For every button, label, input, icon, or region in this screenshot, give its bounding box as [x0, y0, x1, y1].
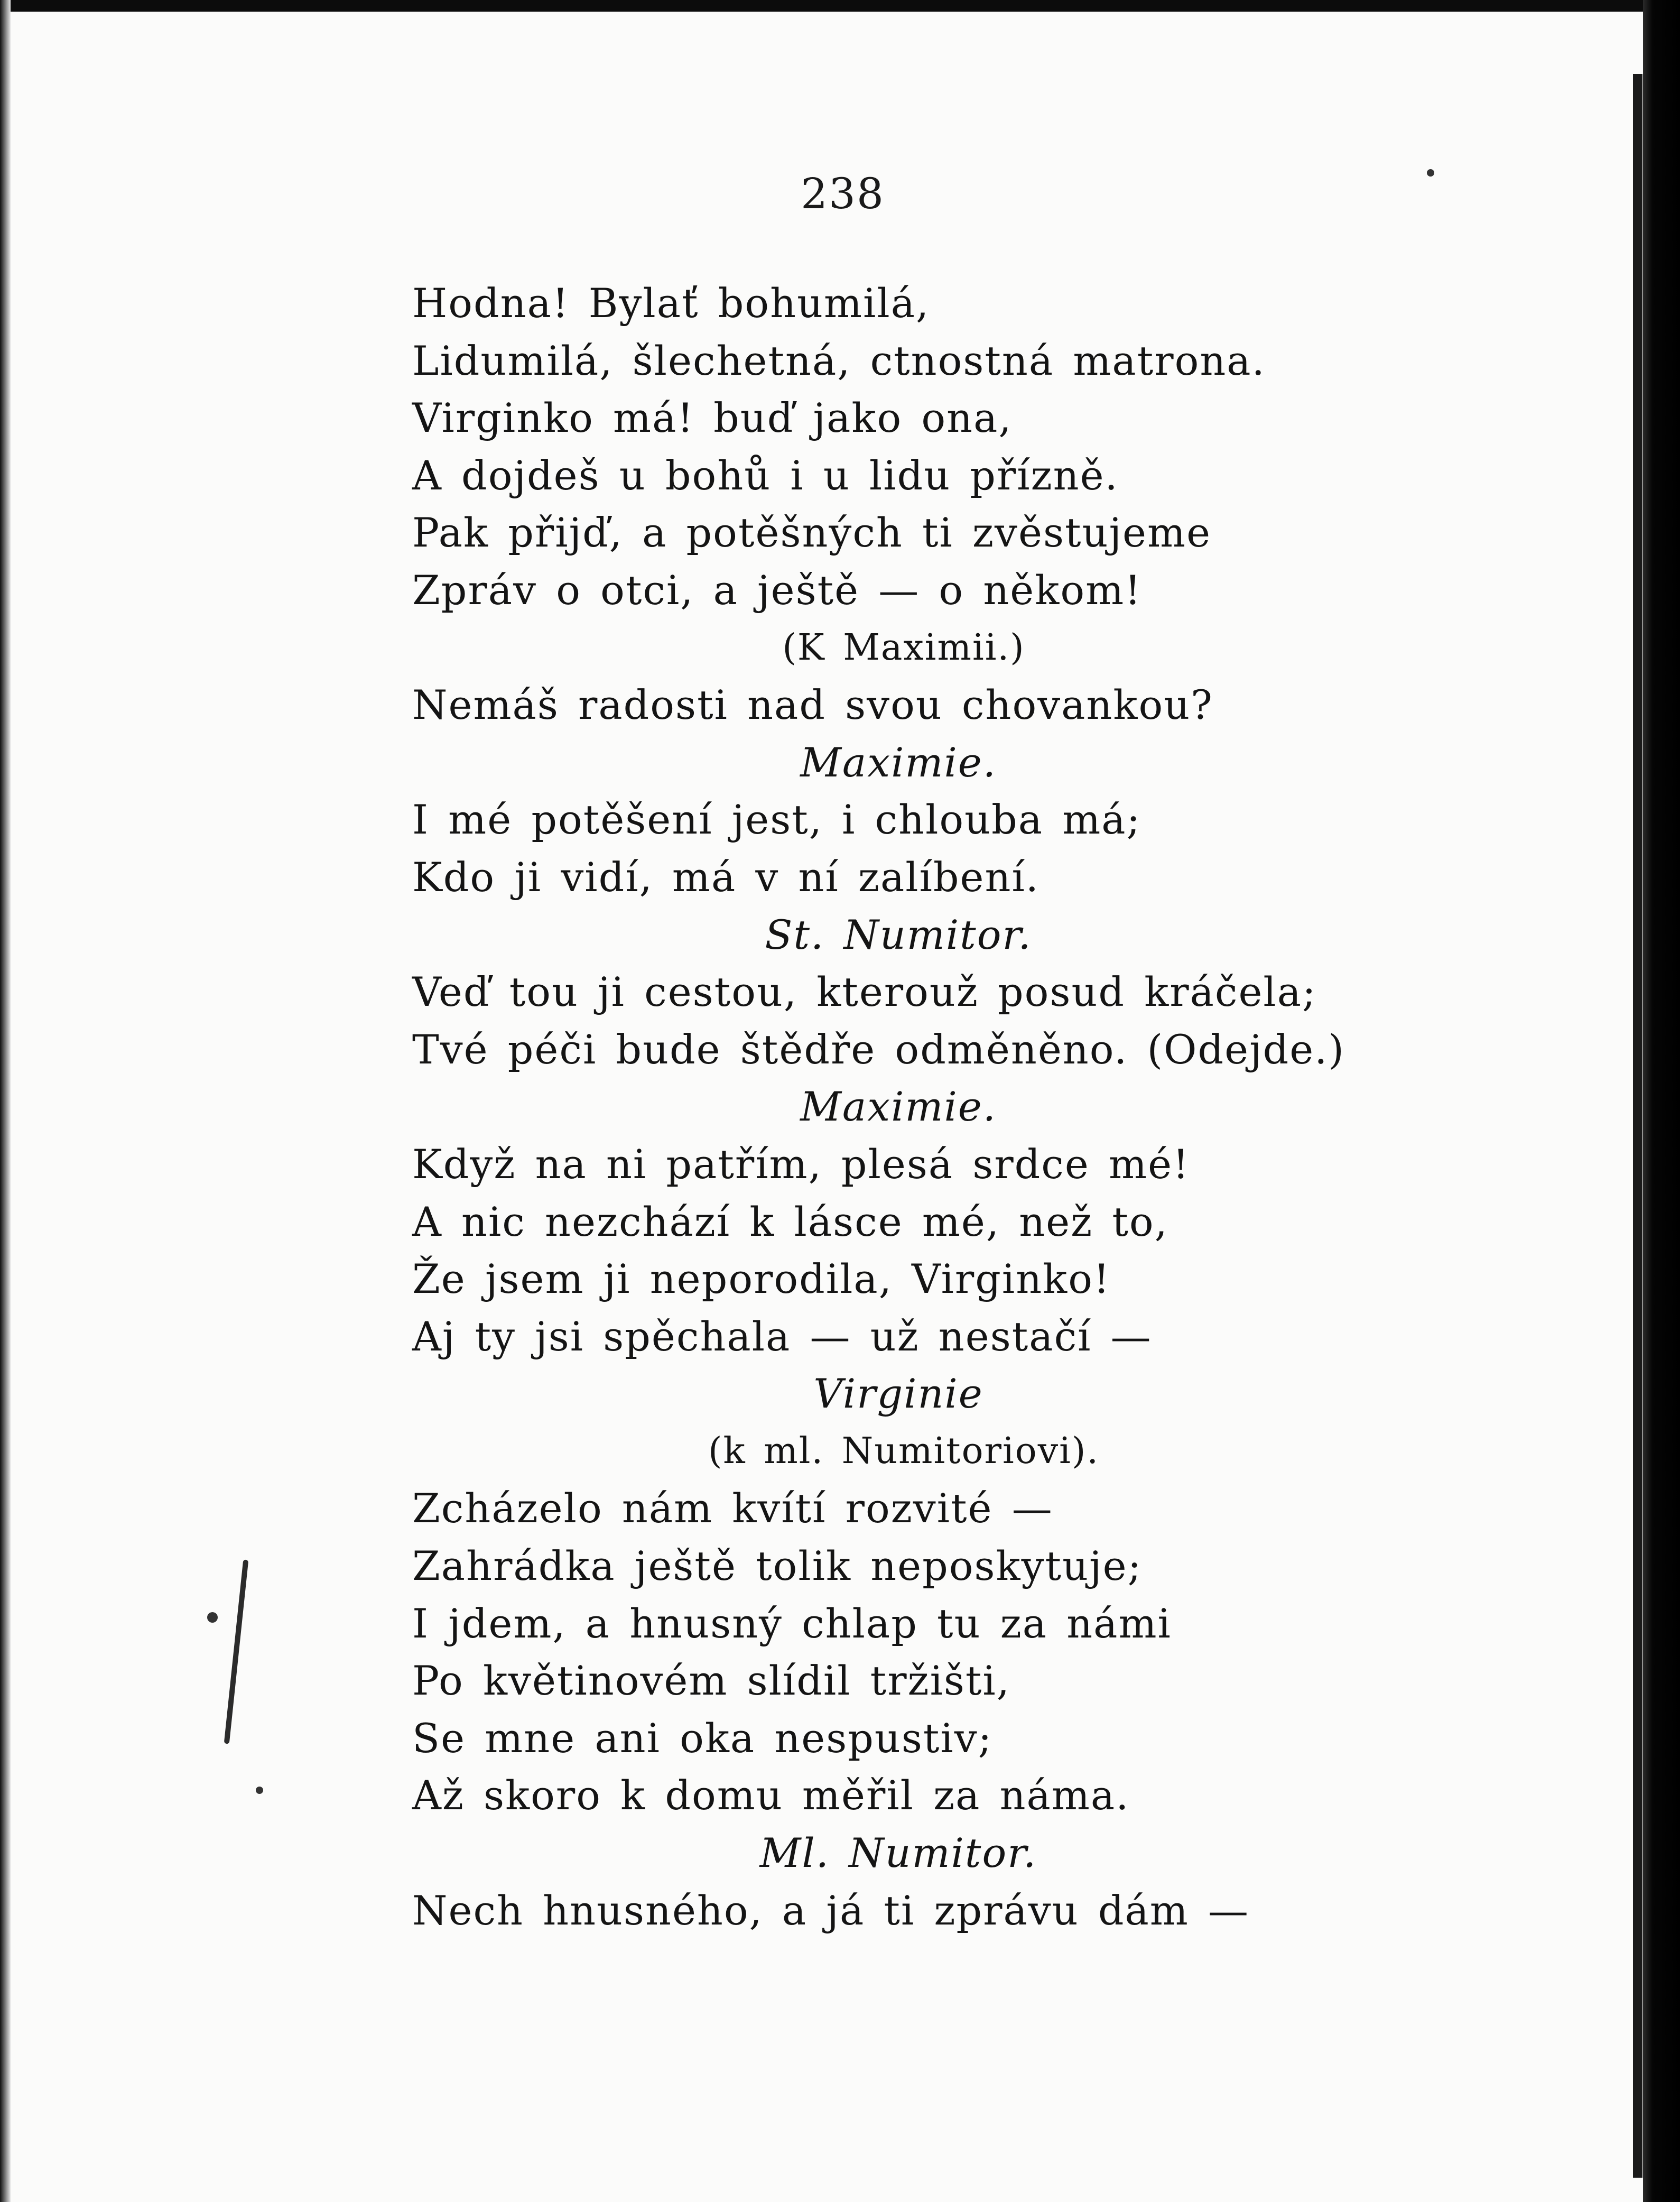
speaker-name: St. Numitor.	[765, 911, 1032, 958]
verse-line: Až skoro k domu měřil za náma.	[412, 1772, 1130, 1819]
verse-line: Virginko má! buď jako ona,	[412, 394, 1013, 442]
speaker-name: Ml. Numitor.	[759, 1829, 1037, 1877]
verse-line: Zpráv o otci, a ještě — o někom!	[412, 566, 1142, 614]
verse-line: Lidumilá, šlechetná, ctnostná matrona.	[412, 337, 1266, 384]
verse-line: Když na ni patřím, plesá srdce mé!	[412, 1140, 1190, 1188]
verse-text-block	[412, 275, 1416, 1939]
verse-line: Tvé péči bude štědře odměněno. (Odejde.)	[412, 1025, 1345, 1073]
scan-edge-left	[0, 0, 11, 2202]
verse-line: Aj ty jsi spěchala — už nestačí —	[412, 1312, 1152, 1360]
verse-line: Pak přijď, a potěšných ti zvěstujeme	[412, 509, 1212, 557]
verse-line: Zahrádka ještě tolik neposkytuje;	[412, 1542, 1143, 1590]
speaker-name: Maximie.	[800, 1083, 997, 1131]
verse-line: Zcházelo nám kvítí rozvité —	[412, 1485, 1053, 1532]
page-gutter-shadow	[1633, 74, 1642, 2178]
margin-dot	[256, 1787, 263, 1794]
speaker-name: Virginie	[813, 1370, 983, 1418]
verse-line: Kdo ji vidí, má v ní zalíbení.	[412, 853, 1039, 901]
verse-line: Nech hnusného, a já ti zprávu dám —	[412, 1886, 1249, 1934]
verse-line: I jdem, a hnusný chlap tu za námi	[412, 1599, 1172, 1647]
verse-line: I mé potěšení jest, i chlouba má;	[412, 796, 1141, 844]
pencil-margin-mark	[224, 1559, 249, 1744]
verse-line: Hodna! Bylať bohumilá,	[412, 280, 930, 327]
stage-direction: (K Maximii.)	[782, 626, 1025, 669]
stage-direction: (k ml. Numitoriovi).	[708, 1430, 1100, 1472]
scan-edge-right	[1643, 0, 1680, 2202]
verse-line: A nic nezchází k lásce mé, než to,	[412, 1198, 1168, 1245]
verse-line: Se mne ani oka nespustiv;	[412, 1714, 993, 1762]
verse-line: Nemáš radosti nad svou chovankou?	[412, 681, 1213, 729]
speaker-name: Maximie.	[800, 738, 997, 786]
verse-line: Po květinovém slídil tržišti,	[412, 1657, 1010, 1705]
page-number: 238	[801, 169, 885, 218]
verse-line: Že jsem ji neporodila, Virginko!	[412, 1255, 1111, 1303]
scan-edge-top	[0, 0, 1680, 12]
verse-line: A dojdeš u bohů i u lidu přízně.	[412, 451, 1119, 499]
verse-line: Veď tou ji cestou, kterouž posud kráčela;	[412, 968, 1317, 1016]
margin-dot	[207, 1612, 218, 1623]
